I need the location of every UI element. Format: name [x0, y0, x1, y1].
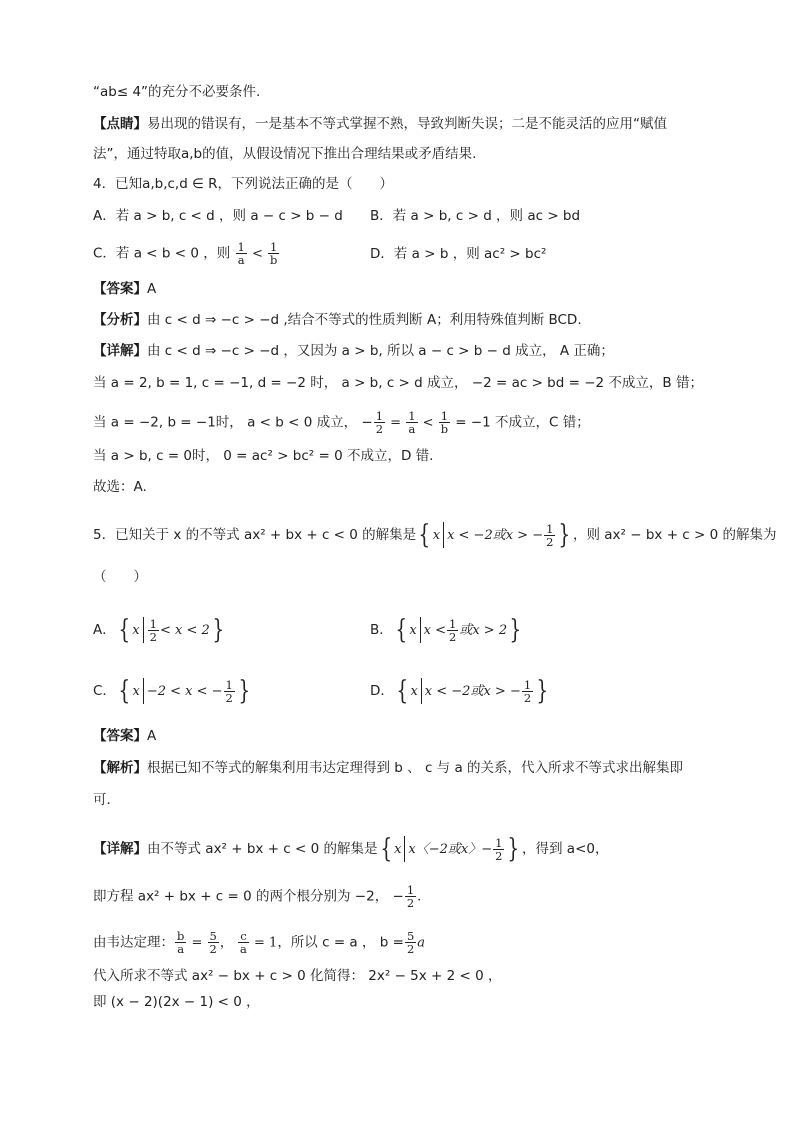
q4-option-c-frac-a: $\frac{1}{a}$	[237, 240, 245, 267]
q4-detail1-text: 由 c < d ⇒ −c > −d ，又因为 a > b, 所以 a − c > b − d 成立， A 正确；	[147, 343, 614, 359]
q5-detail-tag: 【详解】	[93, 841, 147, 857]
q4-detail1	[93, 341, 614, 361]
dianjing-line1	[93, 114, 667, 134]
q4-option-b: B．若 a > b, c > d ，则 ac > bd	[370, 208, 581, 224]
q5-option-d-set: x < −2或x > −	[424, 684, 521, 699]
q4-detail3-suffix: = −1 不成立，C 错；	[455, 414, 590, 431]
q5-detail1-prefix: 由不等式 ax² + bx + c < 0 的解集是	[147, 841, 378, 857]
dianjing-text1: 易出现的错误有，一是基本不等式掌握不熟，导致判断失误；二是不能灵活的应用“赋值	[147, 116, 667, 132]
q4-answer	[93, 279, 156, 299]
q4-option-d: D．若 a > b ，则 ac² > bc²	[370, 246, 547, 262]
q5-answer-value: A	[147, 728, 157, 744]
q5-stem: 5．已知关于 x 的不等式 ax² + bx + c < 0 的解集是{ x x < −2或x > − $\frac{1}{2}$ } ，则 ax² − bx + c > 0 的解集为	[93, 520, 777, 550]
q4-answer-tag: 【答案】	[93, 281, 147, 297]
q5-analysis2: 可．	[93, 792, 120, 808]
q5-option-a-set: < x < 2	[159, 623, 210, 638]
q5-stem-set: x < −2或x > −	[447, 528, 544, 543]
q4-detail4: 当 a > b, c = 0时， 0 = ac² > bc² = 0 不成立，D 错.	[93, 448, 434, 464]
q5-stem-paren: （ ）	[93, 569, 147, 585]
dianjing-line2: 法”，通过特取a,b的值，从假设情况下推出合理结果或矛盾结果.	[93, 146, 477, 162]
q5-analysis-tag: 【解析】	[93, 760, 147, 776]
q5-detail4: 代入所求不等式 ax² − bx + c > 0 化简得： 2x² − 5x + 2 < 0 ，	[93, 968, 502, 984]
q5-analysis1	[93, 758, 683, 778]
q5-detail3-prefix: 由韦达定理：	[93, 934, 174, 951]
q4-option-c-prefix: C．若 a < b < 0 ，则	[93, 245, 231, 262]
q4-option-c: C．若 a < b < 0 ，则 $\frac{1}{a}$ < $\frac{1}{b}$	[93, 240, 278, 267]
intro-line: “ab≤ 4”的充分不必要条件.	[93, 84, 261, 100]
q5-option-a: A．{ x $\frac{1}{2}$ < x < 2}	[93, 615, 224, 645]
q4-stem: 4．已知a,b,c,d ∈ R，下列说法正确的是（ ）	[93, 176, 394, 192]
q5-detail1: 【详解】由不等式 ax² + bx + c < 0 的解集是{ x x〈−2或x〉− $\frac{1}{2}$ } ，得到 a<0，	[93, 834, 609, 864]
q5-option-b-set: x <	[423, 623, 447, 638]
q5-option-b-set2: 或x > 2	[459, 623, 508, 638]
q5-analysis-text1: 根据已知不等式的解集利用韦达定理得到 b 、 c 与 a 的关系，代入所求不等式求出解集即	[147, 760, 684, 776]
q4-detail2: 当 a = 2, b = 1, c = −1, d = −2 时， a > b, c > d 成立， −2 = ac > bd = −2 不成立，B 错；	[93, 375, 703, 391]
q5-stem-prefix: 5．已知关于 x 的不等式 ax² + bx + c < 0 的解集是	[93, 527, 417, 543]
q5-answer	[93, 726, 156, 746]
q5-detail1-set: x〈−2或x〉−	[408, 842, 493, 857]
q4-answer-value: A	[147, 281, 157, 297]
q5-option-b-label: B．	[370, 622, 393, 638]
q5-option-c: C．{ x −2 < x < − $\frac{1}{2}$ }	[93, 676, 250, 706]
q4-analysis	[93, 310, 582, 330]
q5-detail2: 即方程 ax² + bx + c = 0 的两个根分别为 −2， − $\frac{1}{2}$ .	[93, 883, 422, 910]
q4-detail3-prefix: 当 a = −2, b = −1时， a < b < 0 成立， −	[93, 414, 373, 431]
q4-option-c-frac-b: $\frac{1}{b}$	[270, 240, 278, 267]
q4-detail3: 当 a = −2, b = −1时， a < b < 0 成立， − $\frac{1}{2}$ = $\frac{1}{a}$ < $\frac{1}{b}$ = −1 不成立，C 错；	[93, 409, 590, 436]
q5-detail3-mid: ，所以 c = a ， b =	[277, 934, 404, 951]
q5-option-c-set: −2 < x < −	[146, 684, 223, 699]
q5-detail3: 由韦达定理： $\frac{b}{a}$ = $\frac{5}{2}$ ， $\frac{c}{a}$ = 1，所以 c = a ， b = $\frac{5}{2}$ a	[93, 929, 426, 956]
q5-option-d-label: D．	[370, 683, 394, 699]
q4-option-a: A．若 a > b, c < d ，则 a − c > b − d	[93, 208, 343, 224]
q5-option-b: B．{ x x < $\frac{1}{2}$ 或x > 2}	[370, 615, 522, 645]
q5-option-d: D．{ x x < −2或x > − $\frac{1}{2}$ }	[370, 676, 549, 706]
dianjing-tag: 【点睛】	[93, 116, 147, 132]
q5-detail2-prefix: 即方程 ax² + bx + c = 0 的两个根分别为 −2， −	[93, 888, 404, 905]
q4-analysis-text: 由 c < d ⇒ −c > −d ,结合不等式的性质判断 A；利用特殊值判断 BCD.	[147, 312, 582, 328]
q5-detail5: 即 (x − 2)(2x − 1) < 0 ，	[93, 994, 260, 1010]
q5-detail1-suffix: ，得到 a<0，	[522, 841, 609, 857]
q4-conclusion: 故选：A.	[93, 479, 147, 495]
q5-stem-suffix: ，则 ax² − bx + c > 0 的解集为	[572, 527, 777, 543]
q5-option-a-label: A．	[93, 622, 116, 638]
q5-option-c-label: C．	[93, 683, 116, 699]
q4-analysis-tag: 【分析】	[93, 312, 147, 328]
q4-detail-tag: 【详解】	[93, 343, 147, 359]
q5-answer-tag: 【答案】	[93, 728, 147, 744]
